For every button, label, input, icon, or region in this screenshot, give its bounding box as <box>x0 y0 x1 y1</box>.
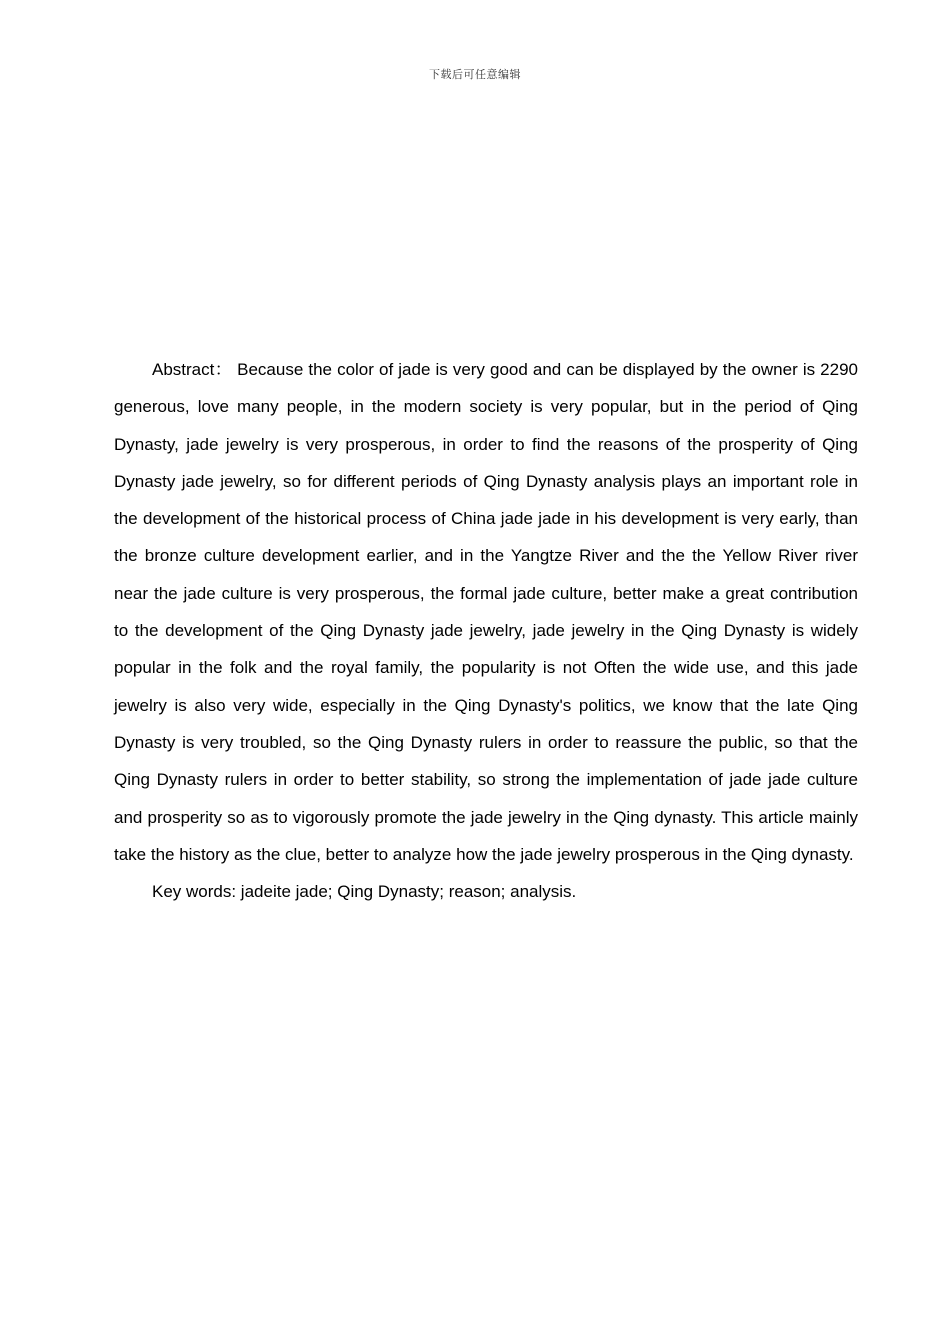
abstract-body: Because the color of jade is very good and can be displayed by the owner is 2290 generous, love many people, in the modern society is very popular, but in the period of Qing Dynasty, jade jewelry is very prosperous, in order to find the reasons of the prosperity of Qing Dynasty jade jewelry, so for different periods of Qing Dynasty analysis plays an important role in the development of the historical process of China jade jade in his development is very early, than the bronze culture development earlier, and in the Yangtze River and the the Yellow River river near the jade culture is very prosperous, the formal jade culture, better make a great contribution to the development of the Qing Dynasty jade jewelry, jade jewelry in the Qing Dynasty is widely popular in the folk and the royal family, the popularity is not Often the wide use, and this jade jewelry is also very wide, especially in the Qing Dynasty's politics, we know that the late Qing Dynasty is very troubled, so the Qing Dynasty rulers in order to reassure the public, so that the Qing Dynasty rulers in order to better stability, so strong the implementation of jade jade culture and prosperity so as to vigorously promote the jade jewelry in the Qing dynasty. This article mainly take the history as the clue, better to analyze how the jade jewelry prosperous in the Qing dynasty. <box>114 360 858 864</box>
abstract-paragraph <box>114 351 858 873</box>
abstract-label: Abstract： <box>152 360 233 379</box>
page-header: 下载后可任意编辑 <box>429 68 521 81</box>
keywords-line: Key words: jadeite jade; Qing Dynasty; reason; analysis. <box>152 882 577 902</box>
abstract-section <box>114 351 858 910</box>
